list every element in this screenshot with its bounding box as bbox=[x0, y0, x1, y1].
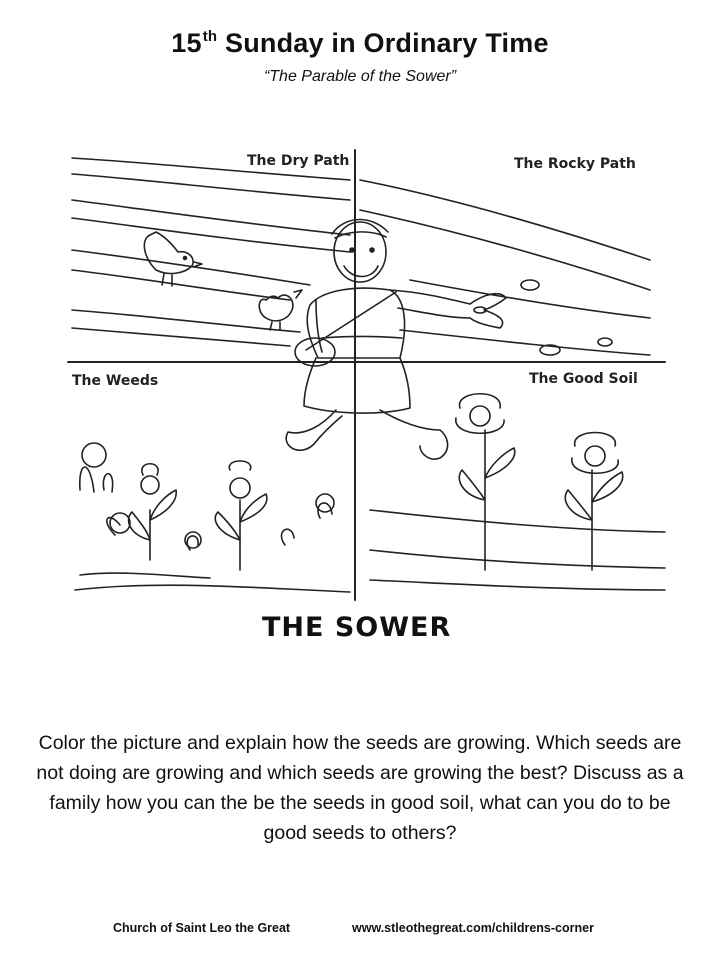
title-number: 15 bbox=[171, 28, 202, 58]
label-dry-path: The Dry Path bbox=[247, 153, 350, 169]
title-text: Sunday in Ordinary Time bbox=[217, 28, 549, 58]
footer-website-url: www.stleothegreat.com/childrens-corner bbox=[352, 921, 594, 935]
illustration-caption: THE SOWER bbox=[262, 612, 452, 643]
label-rocky-path: The Rocky Path bbox=[514, 156, 636, 172]
title-ordinal-suffix: th bbox=[202, 28, 218, 45]
page-title bbox=[0, 28, 720, 59]
label-weeds: The Weeds bbox=[72, 373, 159, 389]
sower-coloring-illustration bbox=[60, 140, 670, 660]
footer-church-name: Church of Saint Leo the Great bbox=[113, 921, 291, 935]
page-subtitle: “The Parable of the Sower” bbox=[263, 68, 457, 85]
coloring-instructions: Color the picture and explain how the seeds are growing. Which seeds are not doing are growing and which seeds are growing the best? Discuss as a family how you can the be the seeds in good soil, what can you do to be good seeds to others? bbox=[36, 732, 684, 844]
label-good-soil: The Good Soil bbox=[529, 371, 638, 387]
